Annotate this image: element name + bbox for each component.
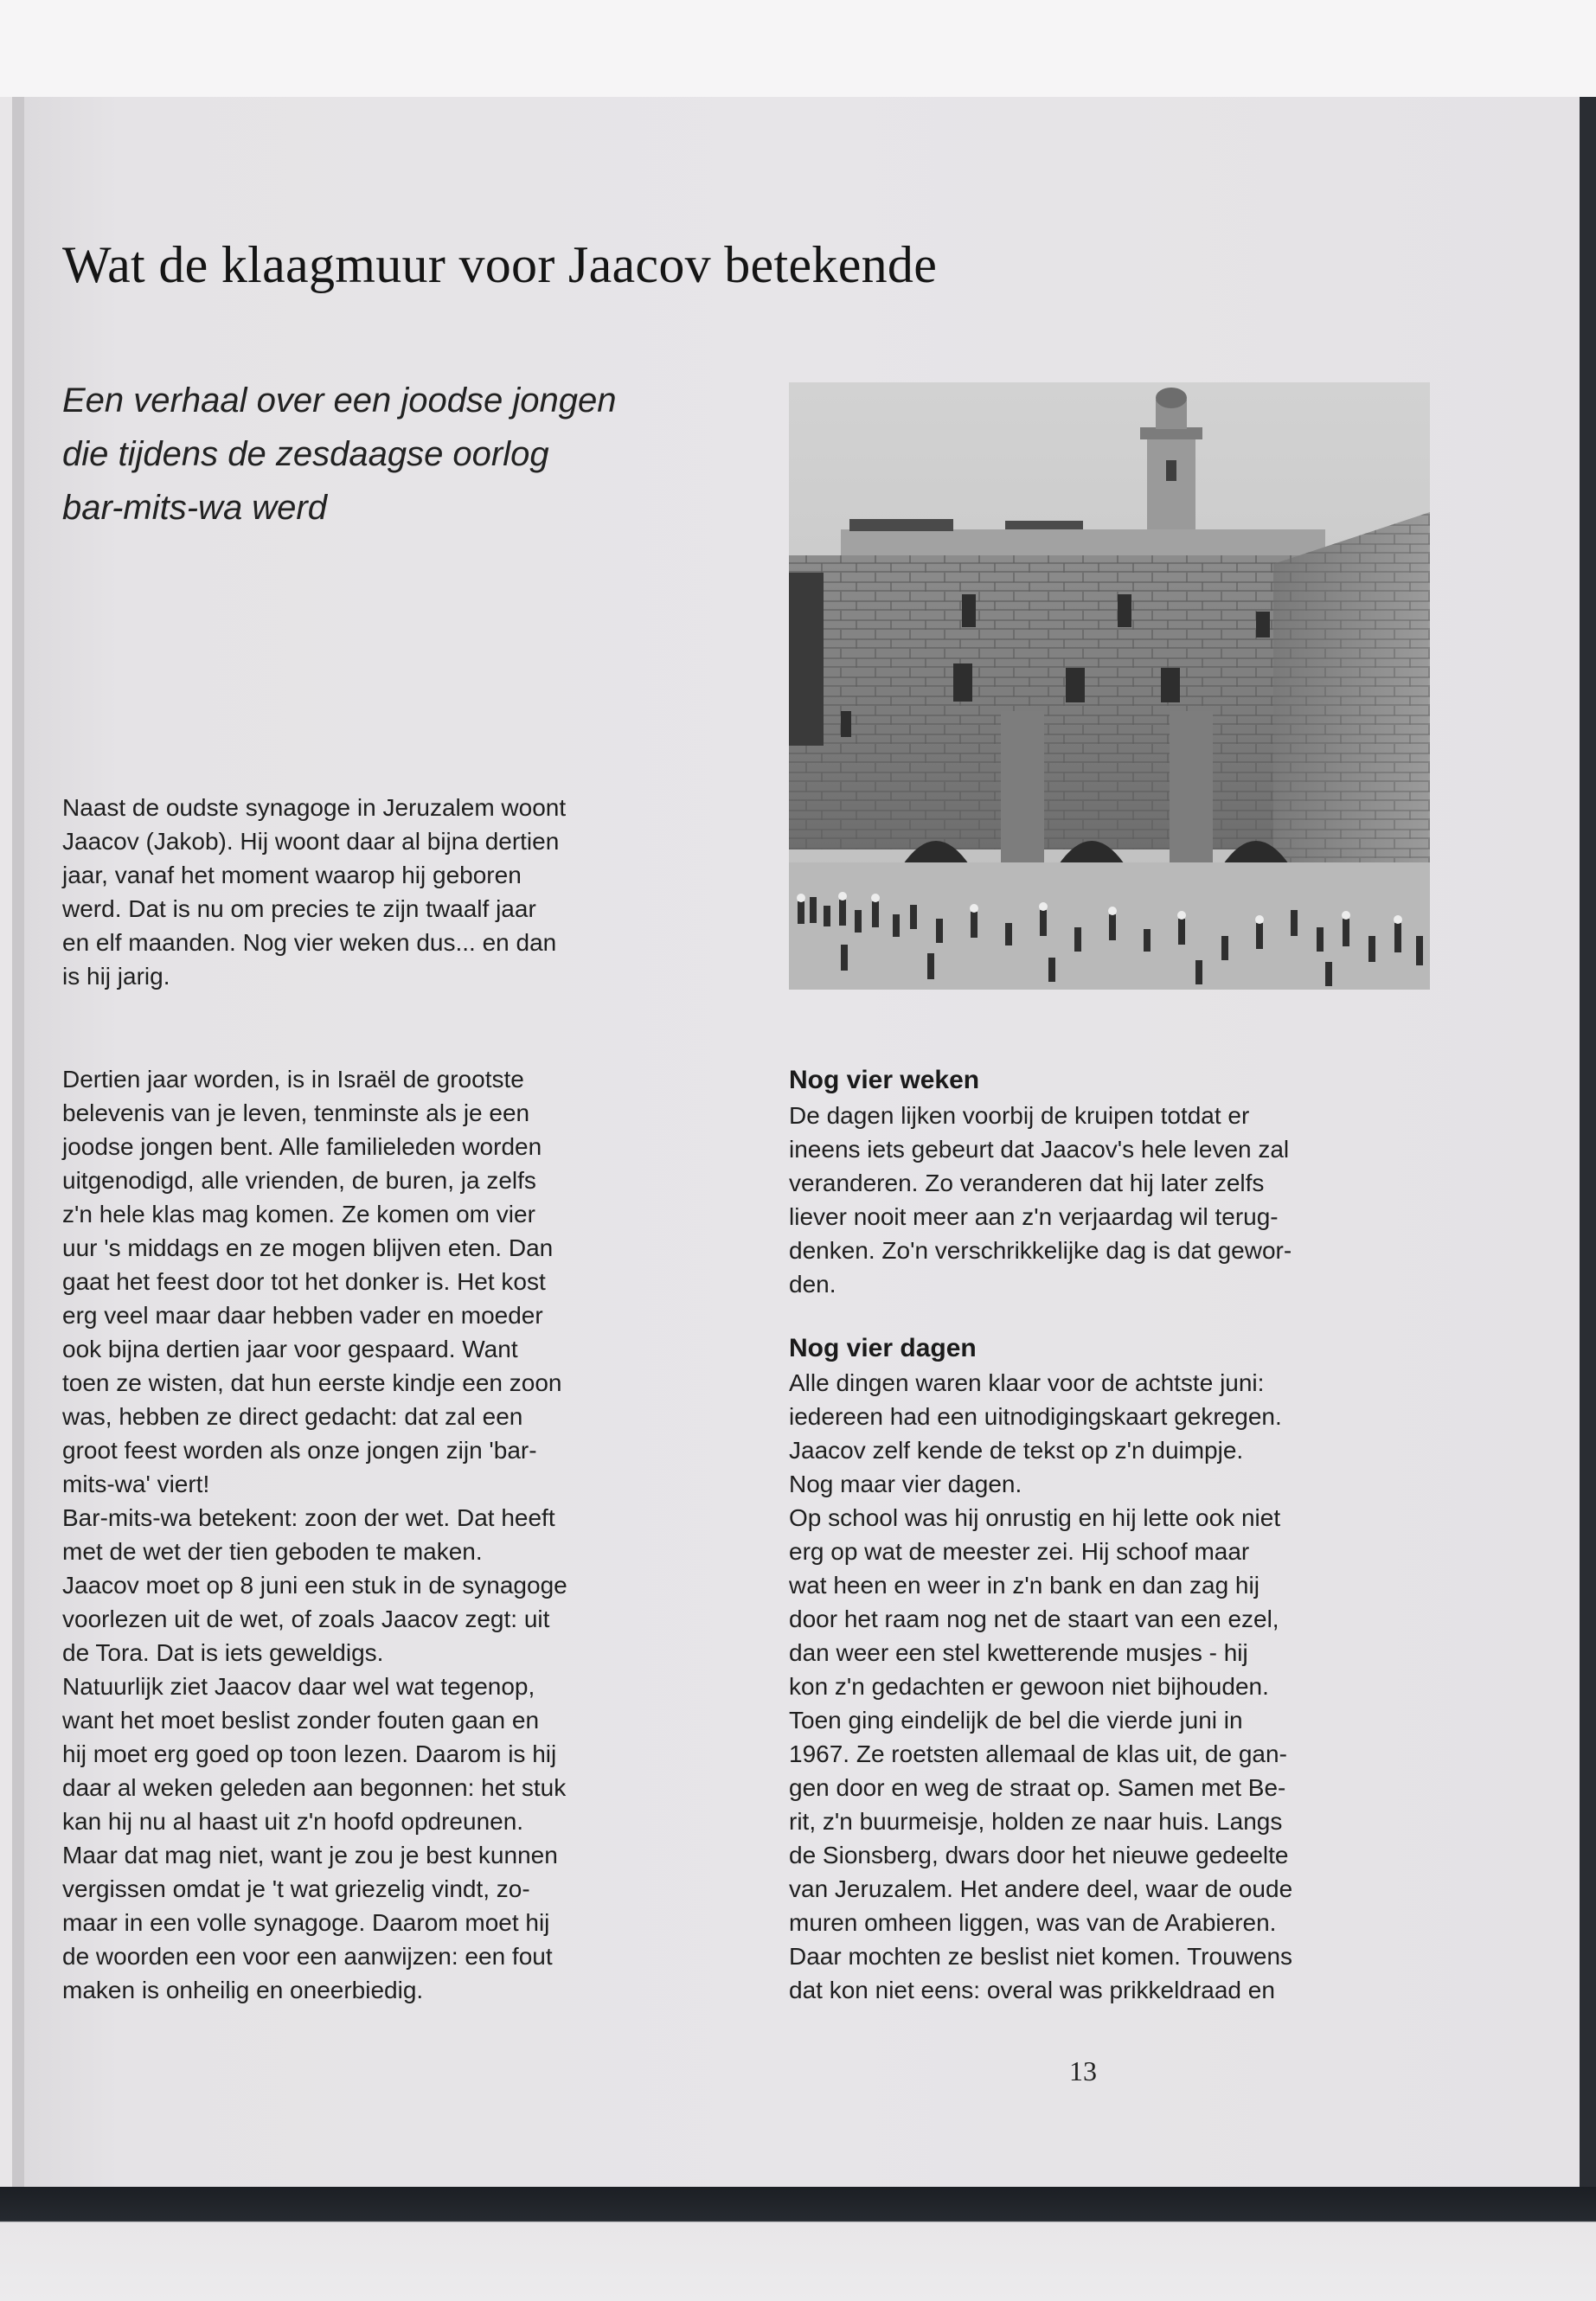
- book-cover-bottom: [0, 2187, 1596, 2301]
- book-cover-edge: [1580, 97, 1596, 2199]
- page-number: 13: [1069, 2055, 1097, 2086]
- right-paragraph-1: De dagen lijken voorbij de kruipen totdat er ineens iets gebeurt dat Jaacov's hele leven zal veranderen. Zo veranderen dat hij later zelfs liever nooit meer aan z'n verjaardag wil terug- denken. Zo'n verschrikkelijke dag is dat gewor- den.: [789, 1102, 1292, 1298]
- page-edge-left: [12, 97, 24, 2199]
- left-paragraph-1: Naast de oudste synagoge in Jeruzalem woont Jaacov (Jakob). Hij woont daar al bijna dertien jaar, vanaf het moment waarop hij geboren werd. Dat is nu om precies te zijn twaalf jaar en elf maanden. Nog vier weken dus... en dan is hij jarig.: [62, 794, 567, 990]
- scan-top-margin: [0, 0, 1596, 97]
- section-heading-nog-vier-weken: Nog vier weken: [789, 1066, 980, 1094]
- left-paragraph-2: Dertien jaar worden, is in Israël de grootste belevenis van je leven, tenminste als je een joodse jongen bent. Alle familieleden worden uitgenodigd, alle vrienden, de buren, ja zelfs z'n hele klas mag komen. Ze komen om vier uur 's middags en ze mogen blijven eten. Dan gaat het feest door tot het donker is. Het kost erg veel maar daar hebben vader en moeder ook bijna dertien jaar voor gespaard. Want toen ze wisten, dat hun eerste kindje een zoon was, hebben ze direct gedacht: dat zal een groot feest worden als onze jongen zijn 'bar- mits-wa' viert! Bar-mits-wa betekent: zoon der wet. Dat heeft met de wet der tien geboden te maken. Jaacov moet op 8 juni een stuk in de synagoge voorlezen uit de wet, of zoals Jaacov zegt: uit de Tora. Dat is iets geweldigs. Natuurlijk ziet Jaacov daar wel wat tegenop, want het moet beslist zonder fouten gaan en hij moet erg goed op toon lezen. Daarom is hij daar al weken geleden aan begonnen: het stuk kan hij nu al haast uit z'n hoofd opdreunen. Maar dat mag niet, want je zou je best kunnen vergissen omdat je 't wat griezelig vindt, zo- maar in een volle synagoge. Daarom moet hij de woorden een voor een aanwijzen: een fout maken is onheilig en oneerbiedig.: [62, 1066, 567, 2003]
- page-title: Wat de klaagmuur voor Jaacov betekende: [62, 236, 938, 293]
- right-paragraph-2: Alle dingen waren klaar voor de achtste juni: iedereen had een uitnodigingskaart gekregen. Jaacov zelf kende de tekst op z'n duimpje. Nog maar vier dagen. Op school was hij onrustig en hij lette ook niet erg op wat de meester zei. Hij schoof maar wat heen en weer in z'n bank en dan zag hij door het raam nog net de staart van een ezel, dan weer een stel kwetterende musjes - hij kon z'n gedachten er gewoon niet bijhouden. Toen ging eindelijk de bel die vierde juni in 1967. Ze roetsten allemaal de klas uit, de gan- gen door en weg de straat op. Samen met Be- rit, z'n buurmeisje, holden ze naar huis. Langs de Sionsberg, dwars door het nieuwe gedeelte van Jeruzalem. Het andere deel, waar de oude muren omheen liggen, was van de Arabieren. Daar mochten ze beslist niet komen. Trouwens dat kon niet eens: overal was prikkeldraad en: [789, 1369, 1293, 2003]
- section-heading-nog-vier-dagen: Nog vier dagen: [789, 1334, 977, 1362]
- western-wall-photo: [789, 382, 1430, 990]
- subtitle: Een verhaal over een joodse jongen die tijdens de zesdaagse oorlog bar-mits-wa werd: [62, 381, 617, 527]
- photo-illustration: [789, 382, 1430, 990]
